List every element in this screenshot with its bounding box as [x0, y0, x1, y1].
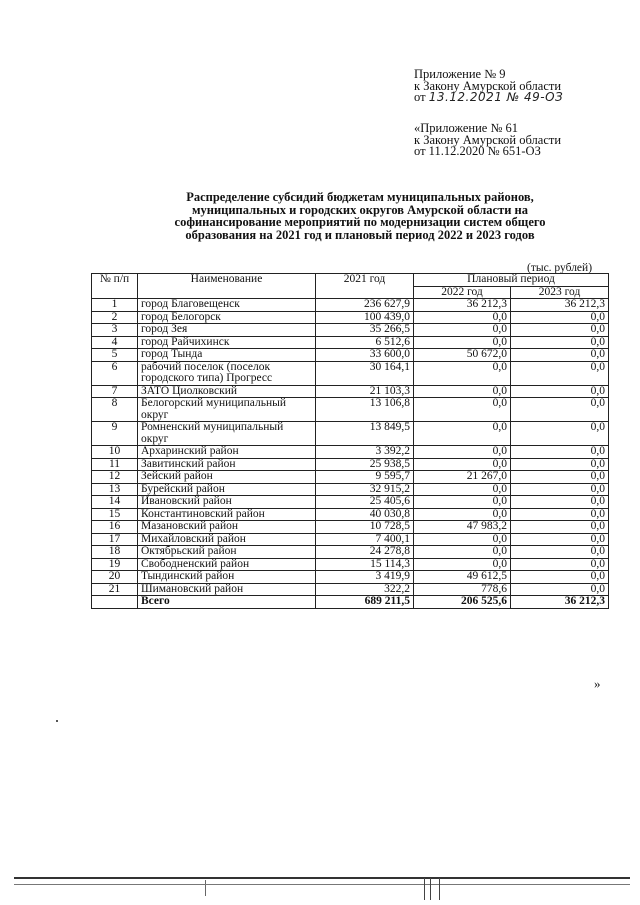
row-name-cell: город Белогорск — [138, 311, 316, 324]
row-name-cell: город Зея — [138, 324, 316, 337]
row-2021-cell: 32 915,2 — [316, 483, 414, 496]
row-2023-cell: 0,0 — [511, 311, 609, 324]
table-row — [92, 349, 609, 362]
table-row — [92, 483, 609, 496]
table-row — [92, 558, 609, 571]
row-2021-cell: 15 114,3 — [316, 558, 414, 571]
total-2022-cell: 206 525,6 — [414, 596, 511, 609]
row-name-cell: Белогорский муниципальный округ — [138, 398, 316, 422]
prev-law-date: от 11.12.2020 № 651-ОЗ — [414, 144, 541, 158]
appendix-number: Приложение № 9 — [414, 67, 506, 81]
table-row — [92, 471, 609, 484]
table-row — [92, 336, 609, 349]
row-2021-cell: 6 512,6 — [316, 336, 414, 349]
row-name-cell: Шимановский район — [138, 583, 316, 596]
row-name-cell: Зейский район — [138, 471, 316, 484]
row-2023-cell: 0,0 — [511, 558, 609, 571]
table-row — [92, 385, 609, 398]
row-2023-cell: 0,0 — [511, 349, 609, 362]
row-2022-cell: 0,0 — [414, 533, 511, 546]
header-2022: 2022 год — [414, 286, 511, 299]
row-num-cell: 11 — [92, 458, 138, 471]
row-2021-cell: 100 439,0 — [316, 311, 414, 324]
row-num-cell: 7 — [92, 385, 138, 398]
scan-binding-marks — [424, 878, 440, 900]
row-num-cell: 16 — [92, 521, 138, 534]
row-2023-cell: 0,0 — [511, 496, 609, 509]
row-num-cell: 15 — [92, 508, 138, 521]
row-num-cell: 4 — [92, 336, 138, 349]
prev-appendix-number: «Приложение № 61 — [414, 121, 519, 135]
row-name-cell: Ивановский район — [138, 496, 316, 509]
row-name-cell: город Благовещенск — [138, 299, 316, 312]
row-2021-cell: 25 405,6 — [316, 496, 414, 509]
row-2023-cell: 0,0 — [511, 571, 609, 584]
row-name-cell: Тындинский район — [138, 571, 316, 584]
row-2021-cell: 9 595,7 — [316, 471, 414, 484]
row-2023-cell: 0,0 — [511, 398, 609, 422]
total-row — [92, 596, 609, 609]
row-2022-cell: 0,0 — [414, 446, 511, 459]
closing-quote: » — [594, 676, 601, 691]
row-2022-cell: 0,0 — [414, 385, 511, 398]
row-num-cell: 13 — [92, 483, 138, 496]
header-name: Наименование — [138, 274, 316, 299]
row-2021-cell: 24 278,8 — [316, 546, 414, 559]
total-2021-cell: 689 211,5 — [316, 596, 414, 609]
table-row — [92, 299, 609, 312]
law-reference: к Закону Амурской области — [414, 78, 562, 93]
row-2021-cell: 10 728,5 — [316, 521, 414, 534]
row-2022-cell: 50 672,0 — [414, 349, 511, 362]
row-2022-cell: 0,0 — [414, 361, 511, 385]
row-num-cell: 20 — [92, 571, 138, 584]
scan-edge-line — [14, 877, 630, 879]
row-2021-cell: 30 164,1 — [316, 361, 414, 385]
law-date — [414, 92, 563, 104]
row-name-cell: Константиновский район — [138, 508, 316, 521]
row-num-cell: 2 — [92, 311, 138, 324]
row-2021-cell: 322,2 — [316, 583, 414, 596]
header-num: № п/п — [92, 274, 138, 299]
total-label-cell: Всего — [138, 596, 316, 609]
title-line-3: софинансирование мероприятий по модернизации систем общего — [174, 215, 546, 229]
row-num-cell: 5 — [92, 349, 138, 362]
row-num-cell: 17 — [92, 533, 138, 546]
title-line-4: образования на 2021 год и плановый период 2022 и 2023 годов — [185, 227, 535, 242]
header-2021: 2021 год — [316, 274, 414, 299]
row-2021-cell: 13 849,5 — [316, 422, 414, 446]
handwritten-date: 13.12.2021 № 49-ОЗ — [428, 90, 564, 104]
row-2022-cell: 49 612,5 — [414, 571, 511, 584]
row-name-cell: Октябрьский район — [138, 546, 316, 559]
table-row — [92, 533, 609, 546]
row-2023-cell: 0,0 — [511, 446, 609, 459]
row-num-cell: 3 — [92, 324, 138, 337]
row-name-cell: Свободненский район — [138, 558, 316, 571]
row-2022-cell: 36 212,3 — [414, 299, 511, 312]
row-2022-cell: 0,0 — [414, 483, 511, 496]
row-num-cell: 8 — [92, 398, 138, 422]
row-name-cell: Архаринский район — [138, 446, 316, 459]
row-2021-cell: 40 030,8 — [316, 508, 414, 521]
row-2023-cell: 0,0 — [511, 361, 609, 385]
row-2021-cell: 33 600,0 — [316, 349, 414, 362]
units-label: (тыс. рублей) — [527, 262, 593, 274]
table-row — [92, 546, 609, 559]
row-name-cell: рабочий поселок (поселок городского типа) Прогресс — [138, 361, 316, 385]
row-2022-cell: 0,0 — [414, 558, 511, 571]
row-2021-cell: 3 419,9 — [316, 571, 414, 584]
row-2022-cell: 0,0 — [414, 324, 511, 337]
row-2021-cell: 236 627,9 — [316, 299, 414, 312]
table-row — [92, 311, 609, 324]
row-2021-cell: 3 392,2 — [316, 446, 414, 459]
row-2021-cell: 7 400,1 — [316, 533, 414, 546]
row-num-cell: 18 — [92, 546, 138, 559]
table-row — [92, 458, 609, 471]
row-name-cell: Завитинский район — [138, 458, 316, 471]
row-2023-cell: 0,0 — [511, 324, 609, 337]
row-num-cell: 1 — [92, 299, 138, 312]
scan-edge-line-thin — [14, 884, 630, 885]
prev-law-reference: к Закону Амурской области — [414, 132, 562, 147]
row-2022-cell: 21 267,0 — [414, 471, 511, 484]
row-2023-cell: 0,0 — [511, 483, 609, 496]
row-2023-cell: 0,0 — [511, 422, 609, 446]
appendix-header — [414, 69, 563, 104]
row-2022-cell: 0,0 — [414, 496, 511, 509]
header-planned-period: Плановый период — [414, 274, 609, 287]
row-2022-cell: 0,0 — [414, 311, 511, 324]
row-2023-cell: 0,0 — [511, 385, 609, 398]
document-title — [100, 191, 620, 241]
row-name-cell: Ромненский муниципальный округ — [138, 422, 316, 446]
previous-appendix-header — [414, 123, 561, 158]
row-2023-cell: 0,0 — [511, 533, 609, 546]
total-2023-cell: 36 212,3 — [511, 596, 609, 609]
row-num-cell: 14 — [92, 496, 138, 509]
row-2023-cell: 0,0 — [511, 583, 609, 596]
row-name-cell: Бурейский район — [138, 483, 316, 496]
row-2022-cell: 0,0 — [414, 422, 511, 446]
subsidy-table — [91, 273, 609, 609]
title-line-2: муниципальных и городских округов Амурской области на — [191, 202, 529, 217]
table-row — [92, 422, 609, 446]
table-body — [92, 299, 609, 609]
row-2023-cell: 0,0 — [511, 521, 609, 534]
table-row — [92, 521, 609, 534]
header-2023: 2023 год — [511, 286, 609, 299]
row-2022-cell: 0,0 — [414, 458, 511, 471]
table-row — [92, 446, 609, 459]
row-num-cell: 6 — [92, 361, 138, 385]
table-row — [92, 361, 609, 385]
row-2021-cell: 13 106,8 — [316, 398, 414, 422]
table-row — [92, 398, 609, 422]
row-name-cell: город Райчихинск — [138, 336, 316, 349]
row-2022-cell: 0,0 — [414, 398, 511, 422]
row-num-cell: 21 — [92, 583, 138, 596]
row-2023-cell: 0,0 — [511, 336, 609, 349]
row-2023-cell: 0,0 — [511, 458, 609, 471]
table-row — [92, 571, 609, 584]
total-num-cell — [92, 596, 138, 609]
table-row — [92, 508, 609, 521]
row-num-cell: 10 — [92, 446, 138, 459]
row-2022-cell: 778,6 — [414, 583, 511, 596]
title-line-1: Распределение субсидий бюджетам муниципальных районов, — [186, 190, 534, 204]
row-2022-cell: 0,0 — [414, 508, 511, 521]
row-num-cell: 9 — [92, 422, 138, 446]
row-2023-cell: 0,0 — [511, 546, 609, 559]
scan-mark — [205, 880, 206, 896]
row-num-cell: 12 — [92, 471, 138, 484]
row-name-cell: Мазановский район — [138, 521, 316, 534]
row-name-cell: ЗАТО Циолковский — [138, 385, 316, 398]
table-row — [92, 496, 609, 509]
row-2022-cell: 0,0 — [414, 546, 511, 559]
row-num-cell: 19 — [92, 558, 138, 571]
row-2021-cell: 25 938,5 — [316, 458, 414, 471]
table-row — [92, 324, 609, 337]
row-2023-cell: 36 212,3 — [511, 299, 609, 312]
row-name-cell: Михайловский район — [138, 533, 316, 546]
row-2023-cell: 0,0 — [511, 508, 609, 521]
row-2023-cell: 0,0 — [511, 471, 609, 484]
scan-speck — [56, 720, 58, 722]
row-2021-cell: 21 103,3 — [316, 385, 414, 398]
row-2022-cell: 47 983,2 — [414, 521, 511, 534]
row-name-cell: город Тында — [138, 349, 316, 362]
table-row — [92, 583, 609, 596]
row-2022-cell: 0,0 — [414, 336, 511, 349]
row-2021-cell: 35 266,5 — [316, 324, 414, 337]
date-prefix: от — [414, 90, 426, 104]
